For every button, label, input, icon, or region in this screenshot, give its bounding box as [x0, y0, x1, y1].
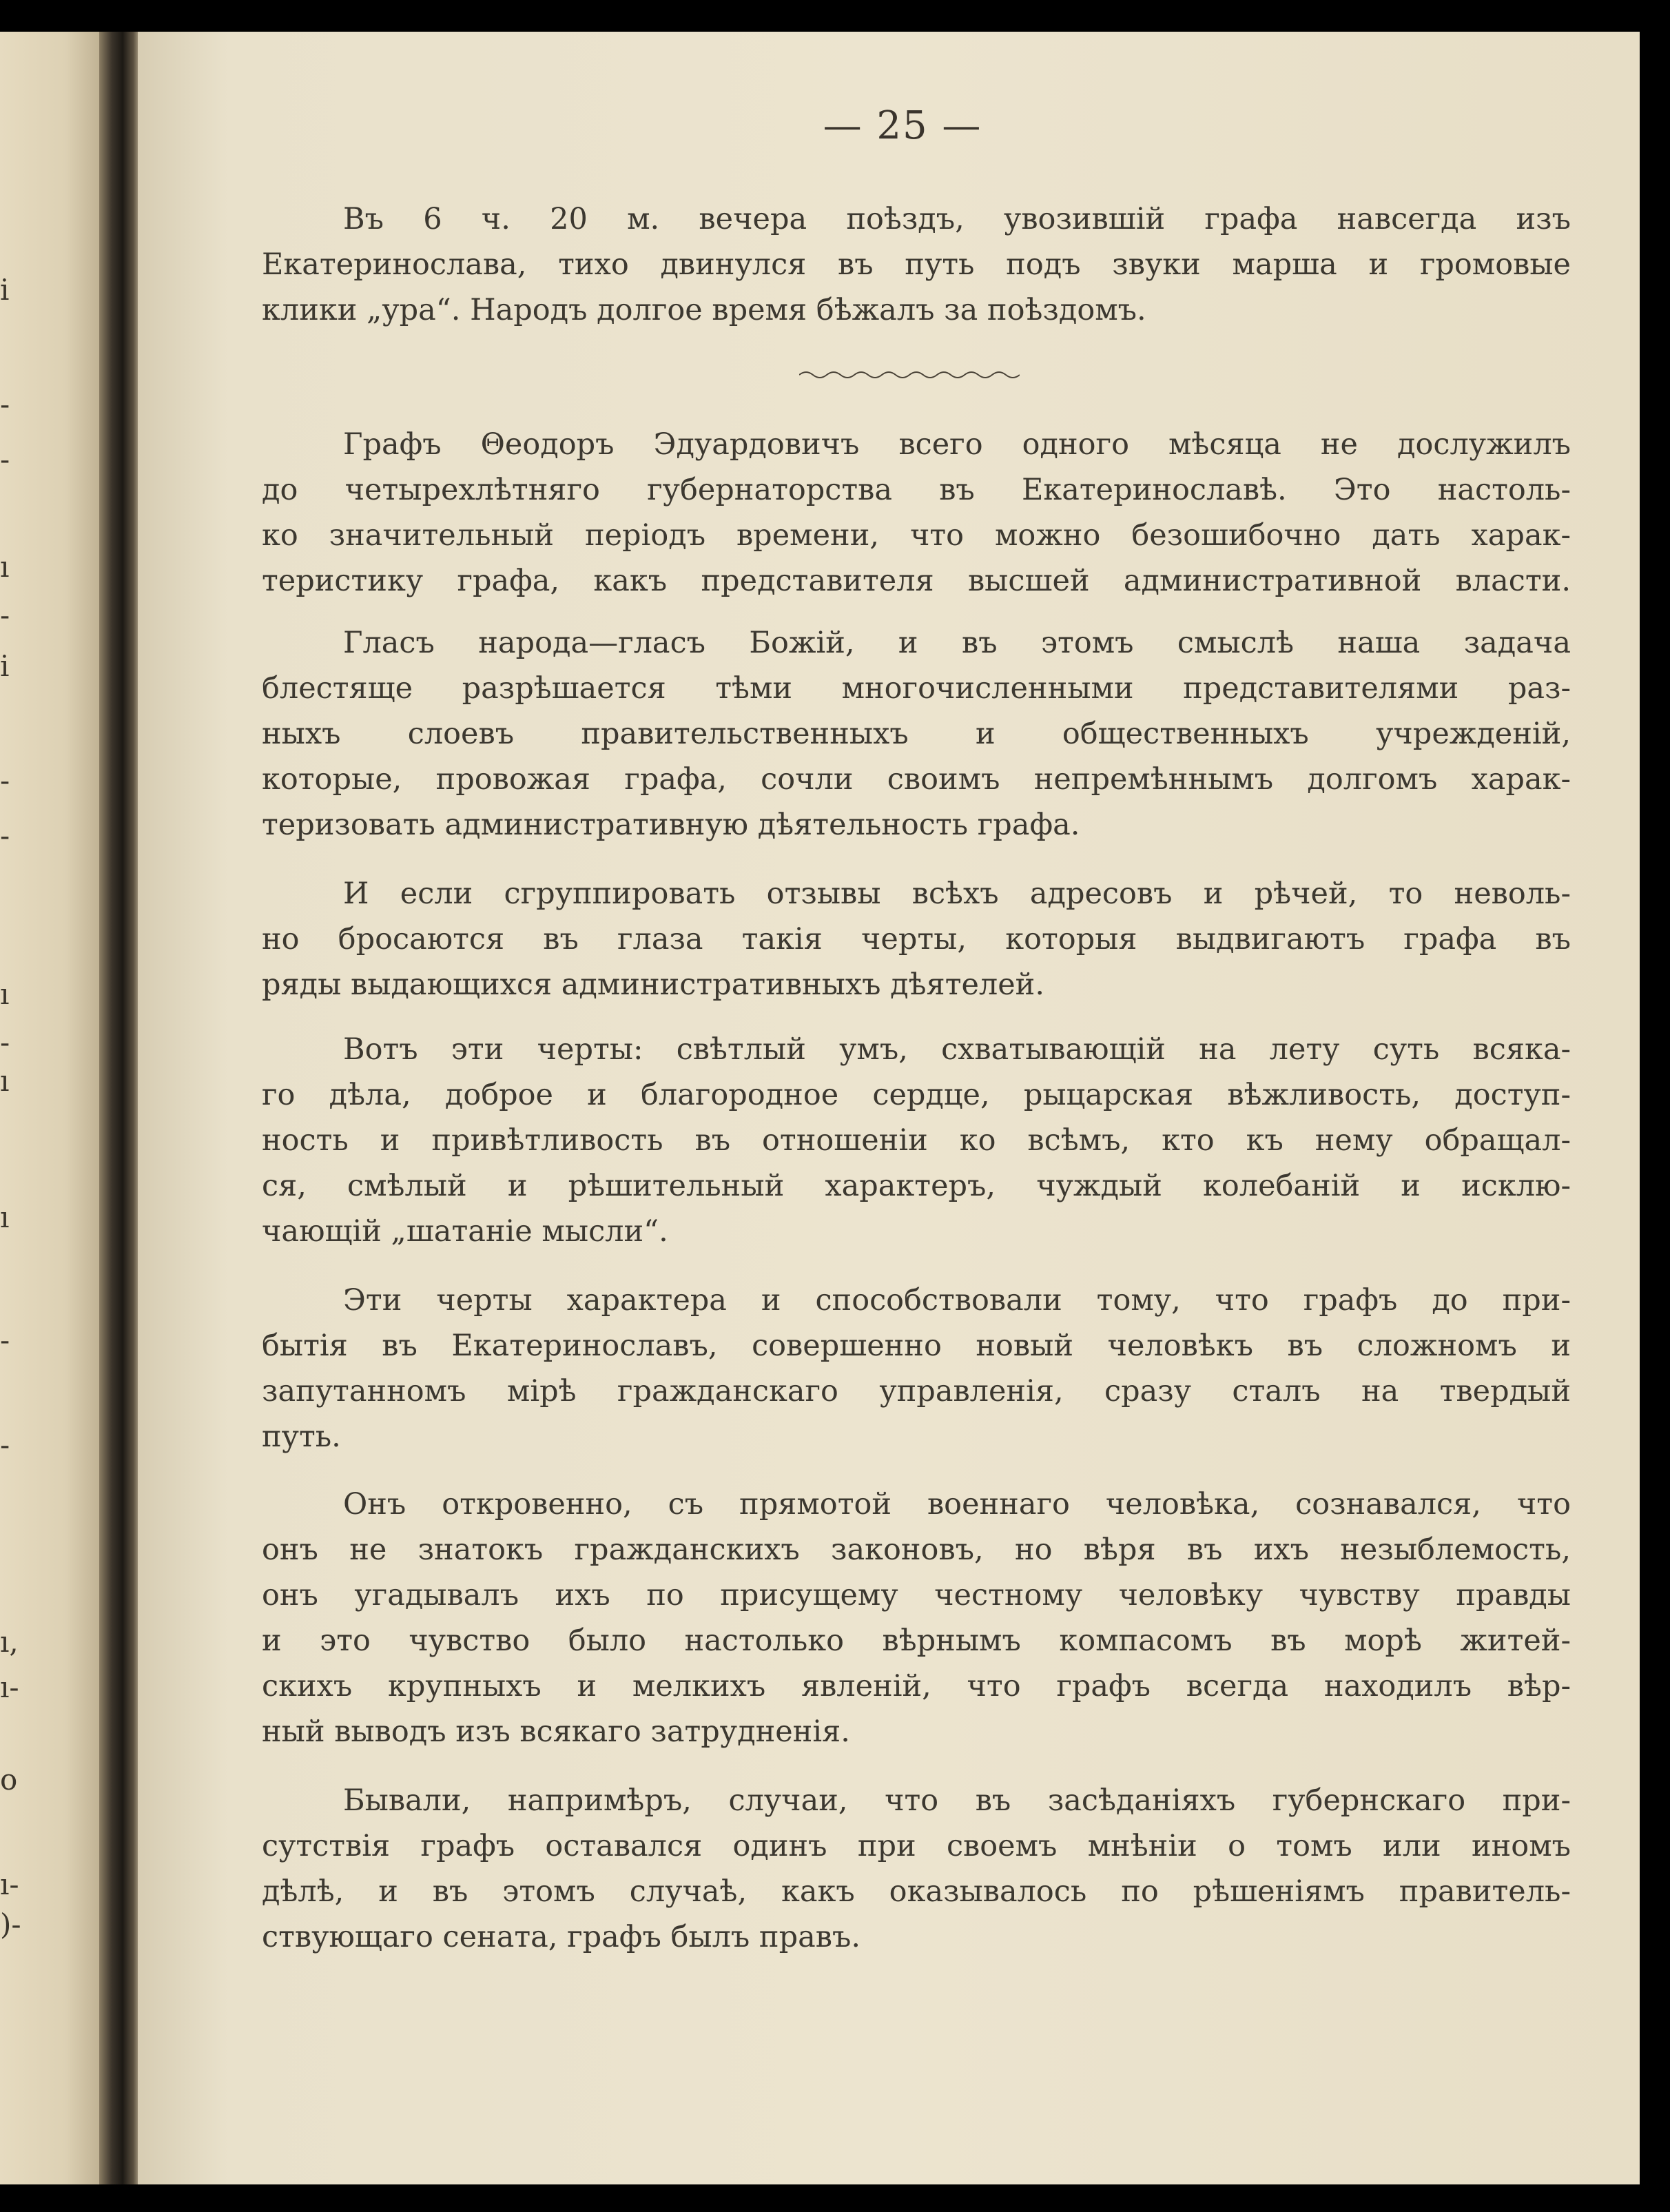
text-line: запутанномъ мірѣ гражданскаго управленія, сразу сталъ на твердый — [262, 1374, 1571, 1409]
edge-char: - — [0, 819, 10, 852]
text-line: но бросаются въ глаза такія черты, которыя выдвигаютъ графа въ — [262, 922, 1571, 956]
edge-char: i — [0, 649, 10, 683]
edge-char: ı — [0, 1064, 10, 1098]
paragraph-traits — [262, 1027, 1571, 1254]
left-page-edge — [0, 32, 109, 2184]
text-line: теристику графа, какъ представителя высшей административной власти. — [262, 564, 1571, 598]
edge-char: - — [0, 598, 10, 632]
edge-char: ı — [0, 550, 10, 584]
paragraph-senate — [262, 1778, 1571, 1960]
paragraph-new-man — [262, 1278, 1571, 1460]
text-line: Въ 6 ч. 20 м. вечера поѣздъ, увозившій графа навсегда изъ — [343, 202, 1571, 236]
edge-char: ı, — [0, 1625, 19, 1659]
text-line: Бывали, напримѣръ, случаи, что въ засѣданіяхъ губернскаго при- — [343, 1783, 1571, 1818]
paragraph-departure — [262, 196, 1571, 333]
text-line: Эти черты характера и способствовали тому, что графъ до при- — [343, 1283, 1571, 1318]
edge-char: i — [0, 273, 10, 307]
edge-char: - — [0, 764, 10, 797]
edge-char: - — [0, 442, 10, 476]
text-line: ко значительный періодъ времени, что можно безошибочно дать харак- — [262, 518, 1571, 553]
edge-char: ı- — [0, 1670, 19, 1704]
text-line: онъ не знатокъ гражданскихъ законовъ, но вѣря въ ихъ незыблемость, — [262, 1533, 1571, 1567]
text-line: сутствія графъ оставался одинъ при своемъ мнѣніи о томъ или иномъ — [262, 1829, 1571, 1863]
text-line: блестяще разрѣшается тѣми многочисленными представителями раз- — [262, 671, 1571, 706]
text-line: ся, смѣлый и рѣшительный характеръ, чуждый колебаній и исклю- — [262, 1169, 1571, 1203]
text-line: ряды выдающихся административныхъ дѣятелей. — [262, 967, 1045, 1002]
edge-char: ı — [0, 1200, 10, 1234]
text-line: и это чувство было настолько вѣрнымъ компасомъ въ морѣ житей- — [262, 1624, 1571, 1658]
edge-char: - — [0, 1428, 10, 1462]
text-line: Онъ откровенно, съ прямотой военнаго человѣка, сознавался, что — [343, 1487, 1571, 1522]
paragraph-governorship — [262, 422, 1571, 604]
text-line: го дѣла, доброе и благородное сердце, рыцарская вѣжливость, доступ- — [262, 1078, 1571, 1112]
text-line: ность и привѣтливость въ отношеніи ко всѣмъ, кто къ нему обращал- — [262, 1123, 1571, 1158]
decorative-divider — [799, 369, 1020, 380]
edge-char: ı — [0, 977, 10, 1011]
text-line: И если сгруппировать отзывы всѣхъ адресовъ и рѣчей, то неволь- — [343, 877, 1571, 911]
text-line: чающій „шатаніе мысли“. — [262, 1214, 668, 1249]
edge-char: ı- — [0, 1867, 19, 1901]
paragraph-honesty — [262, 1482, 1571, 1754]
paragraph-vox-populi — [262, 620, 1571, 848]
text-line: дѣлѣ, и въ этомъ случаѣ, какъ оказывалось по рѣшеніямъ правитель- — [262, 1874, 1571, 1909]
text-line: клики „ура“. Народъ долгое время бѣжалъ за поѣздомъ. — [262, 293, 1146, 327]
text-line: ствующаго сената, графъ былъ правъ. — [262, 1920, 860, 1954]
text-line: Графъ Θеодоръ Эдуардовичъ всего одного мѣсяца не дослужилъ — [343, 427, 1571, 462]
text-line: путь. — [262, 1420, 341, 1454]
book-gutter — [99, 32, 142, 2184]
text-line: бытія въ Екатеринославъ, совершенно новый человѣкъ въ сложномъ и — [262, 1329, 1571, 1363]
text-line: которые, провожая графа, сочли своимъ непремѣннымъ долгомъ харак- — [262, 762, 1571, 797]
text-line: Екатеринослава, тихо двинулся въ путь подъ звуки марша и громовые — [262, 247, 1571, 282]
page-number: — 25 — — [823, 103, 982, 148]
text-line: теризовать административную дѣятельность графа. — [262, 808, 1080, 842]
edge-char: - — [0, 1025, 10, 1059]
text-line: скихъ крупныхъ и мелкихъ явленій, что графъ всегда находилъ вѣр- — [262, 1669, 1571, 1703]
edge-char: )- — [0, 1907, 21, 1941]
text-line: до четырехлѣтняго губернаторства въ Екатеринославѣ. Это настоль- — [262, 473, 1571, 507]
text-line: ныхъ слоевъ правительственныхъ и общественныхъ учрежденій, — [262, 717, 1571, 751]
edge-char: - — [0, 387, 10, 421]
edge-char: - — [0, 1323, 10, 1357]
text-line: ный выводъ изъ всякаго затрудненія. — [262, 1714, 850, 1749]
text-line: Вотъ эти черты: свѣтлый умъ, схватывающій на лету суть всяка- — [343, 1032, 1571, 1067]
edge-char: o — [0, 1763, 18, 1796]
text-line: онъ угадывалъ ихъ по присущему честному человѣку чувству правды — [262, 1578, 1571, 1612]
paragraph-addresses — [262, 871, 1571, 1007]
text-line: Гласъ народа—гласъ Божій, и въ этомъ смыслѣ наша задача — [343, 626, 1571, 660]
